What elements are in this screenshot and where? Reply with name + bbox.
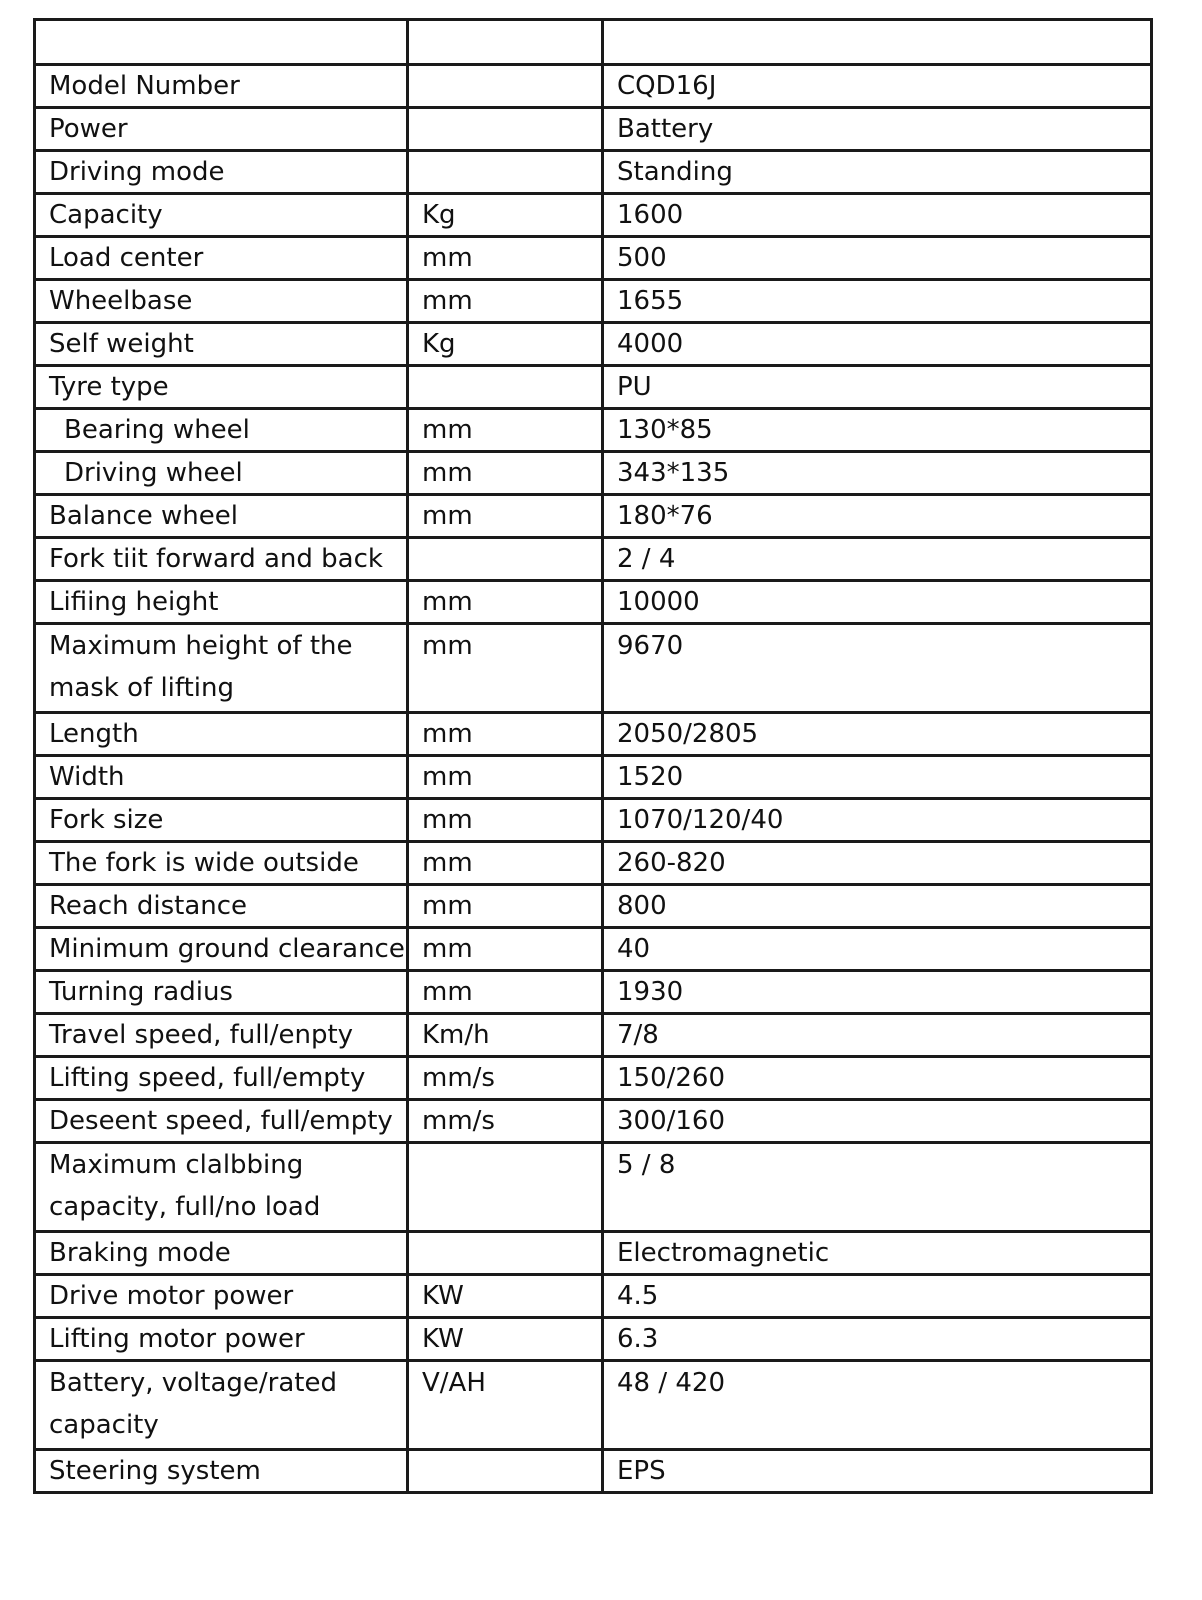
table-row [35, 928, 1152, 971]
row-unit: mm [408, 713, 603, 756]
table-row [35, 799, 1152, 842]
row-label: Load center [35, 237, 408, 280]
row-label: Fork tiit forward and back [35, 538, 408, 581]
row-value: PU [603, 366, 1152, 409]
table-row [35, 971, 1152, 1014]
row-value: 5 / 8 [603, 1143, 1152, 1232]
row-label: Steering system [35, 1450, 408, 1493]
table-row [35, 713, 1152, 756]
header-cell-2 [408, 20, 603, 65]
row-unit [408, 366, 603, 409]
row-label: Power [35, 108, 408, 151]
row-label: Model Number [35, 65, 408, 108]
row-value: 343*135 [603, 452, 1152, 495]
row-value: CQD16J [603, 65, 1152, 108]
row-unit: KW [408, 1275, 603, 1318]
row-label: Lifiing height [35, 581, 408, 624]
table-row [35, 280, 1152, 323]
table-row [35, 1361, 1152, 1450]
row-value: 7/8 [603, 1014, 1152, 1057]
row-unit [408, 538, 603, 581]
row-unit: mm [408, 280, 603, 323]
row-value: 1930 [603, 971, 1152, 1014]
table-row [35, 1014, 1152, 1057]
row-value: 180*76 [603, 495, 1152, 538]
table-row [35, 108, 1152, 151]
table-row [35, 409, 1152, 452]
row-value: 130*85 [603, 409, 1152, 452]
row-value: 1600 [603, 194, 1152, 237]
row-value: 1520 [603, 756, 1152, 799]
row-label: Length [35, 713, 408, 756]
row-unit: Kg [408, 194, 603, 237]
header-cell-3 [603, 20, 1152, 65]
row-unit: mm [408, 842, 603, 885]
row-unit: mm [408, 581, 603, 624]
row-unit: mm [408, 237, 603, 280]
table-row [35, 65, 1152, 108]
row-label: Lifting motor power [35, 1318, 408, 1361]
row-label: Capacity [35, 194, 408, 237]
row-label: Wheelbase [35, 280, 408, 323]
table-row [35, 581, 1152, 624]
row-value: 2 / 4 [603, 538, 1152, 581]
row-value: 800 [603, 885, 1152, 928]
row-unit [408, 1232, 603, 1275]
row-label: Turning radius [35, 971, 408, 1014]
row-label: Battery, voltage/rated capacity [35, 1361, 408, 1450]
row-value: Battery [603, 108, 1152, 151]
row-label: Braking mode [35, 1232, 408, 1275]
table-row [35, 1057, 1152, 1100]
table-row [35, 366, 1152, 409]
row-value: 500 [603, 237, 1152, 280]
spec-table [33, 18, 1153, 1494]
row-unit: mm [408, 452, 603, 495]
row-label: Reach distance [35, 885, 408, 928]
row-unit: mm [408, 971, 603, 1014]
row-unit: mm/s [408, 1057, 603, 1100]
table-row [35, 323, 1152, 366]
row-unit: KW [408, 1318, 603, 1361]
table-row [35, 151, 1152, 194]
table-row [35, 842, 1152, 885]
table-row [35, 1275, 1152, 1318]
table-row [35, 1450, 1152, 1493]
row-unit [408, 1450, 603, 1493]
row-unit: Kg [408, 323, 603, 366]
row-value: 40 [603, 928, 1152, 971]
row-label: Self weight [35, 323, 408, 366]
row-unit: mm [408, 799, 603, 842]
row-label: Travel speed, full/enpty [35, 1014, 408, 1057]
table-row [35, 885, 1152, 928]
row-value: 10000 [603, 581, 1152, 624]
table-row [35, 194, 1152, 237]
table-row [35, 452, 1152, 495]
row-unit [408, 1143, 603, 1232]
table-row [35, 1232, 1152, 1275]
row-unit: mm [408, 756, 603, 799]
row-value: 6.3 [603, 1318, 1152, 1361]
row-value: 2050/2805 [603, 713, 1152, 756]
row-unit: mm/s [408, 1100, 603, 1143]
row-label: Deseent speed, full/empty [35, 1100, 408, 1143]
row-unit [408, 65, 603, 108]
row-value: Electromagnetic [603, 1232, 1152, 1275]
table-row [35, 1143, 1152, 1232]
row-label: Maximum clalbbing capacity, full/no load [35, 1143, 408, 1232]
row-value: 4.5 [603, 1275, 1152, 1318]
row-label: Lifting speed, full/empty [35, 1057, 408, 1100]
table-header-row [35, 20, 1152, 65]
row-value: 150/260 [603, 1057, 1152, 1100]
row-unit: Km/h [408, 1014, 603, 1057]
row-value: 300/160 [603, 1100, 1152, 1143]
table-row [35, 538, 1152, 581]
table-row [35, 756, 1152, 799]
row-label: Balance wheel [35, 495, 408, 538]
row-label: Tyre type [35, 366, 408, 409]
row-label: Drive motor power [35, 1275, 408, 1318]
table-row [35, 1100, 1152, 1143]
row-value: Standing [603, 151, 1152, 194]
row-unit: V/AH [408, 1361, 603, 1450]
row-unit: mm [408, 495, 603, 538]
row-label: Driving mode [35, 151, 408, 194]
row-value: EPS [603, 1450, 1152, 1493]
table-row [35, 1318, 1152, 1361]
row-value: 4000 [603, 323, 1152, 366]
row-label: The fork is wide outside [35, 842, 408, 885]
row-unit [408, 108, 603, 151]
table-row [35, 237, 1152, 280]
row-value: 260-820 [603, 842, 1152, 885]
row-unit [408, 151, 603, 194]
row-unit: mm [408, 624, 603, 713]
row-label: Maximum height of the mask of lifting [35, 624, 408, 713]
header-cell-1 [35, 20, 408, 65]
row-label: Fork size [35, 799, 408, 842]
row-value: 1070/120/40 [603, 799, 1152, 842]
table-row [35, 495, 1152, 538]
row-label: Minimum ground clearance [35, 928, 408, 971]
row-unit: mm [408, 885, 603, 928]
table-row [35, 624, 1152, 713]
row-unit: mm [408, 928, 603, 971]
row-label: Driving wheel [35, 452, 408, 495]
row-label: Width [35, 756, 408, 799]
row-label: Bearing wheel [35, 409, 408, 452]
row-value: 1655 [603, 280, 1152, 323]
row-unit: mm [408, 409, 603, 452]
row-value: 9670 [603, 624, 1152, 713]
row-value: 48 / 420 [603, 1361, 1152, 1450]
